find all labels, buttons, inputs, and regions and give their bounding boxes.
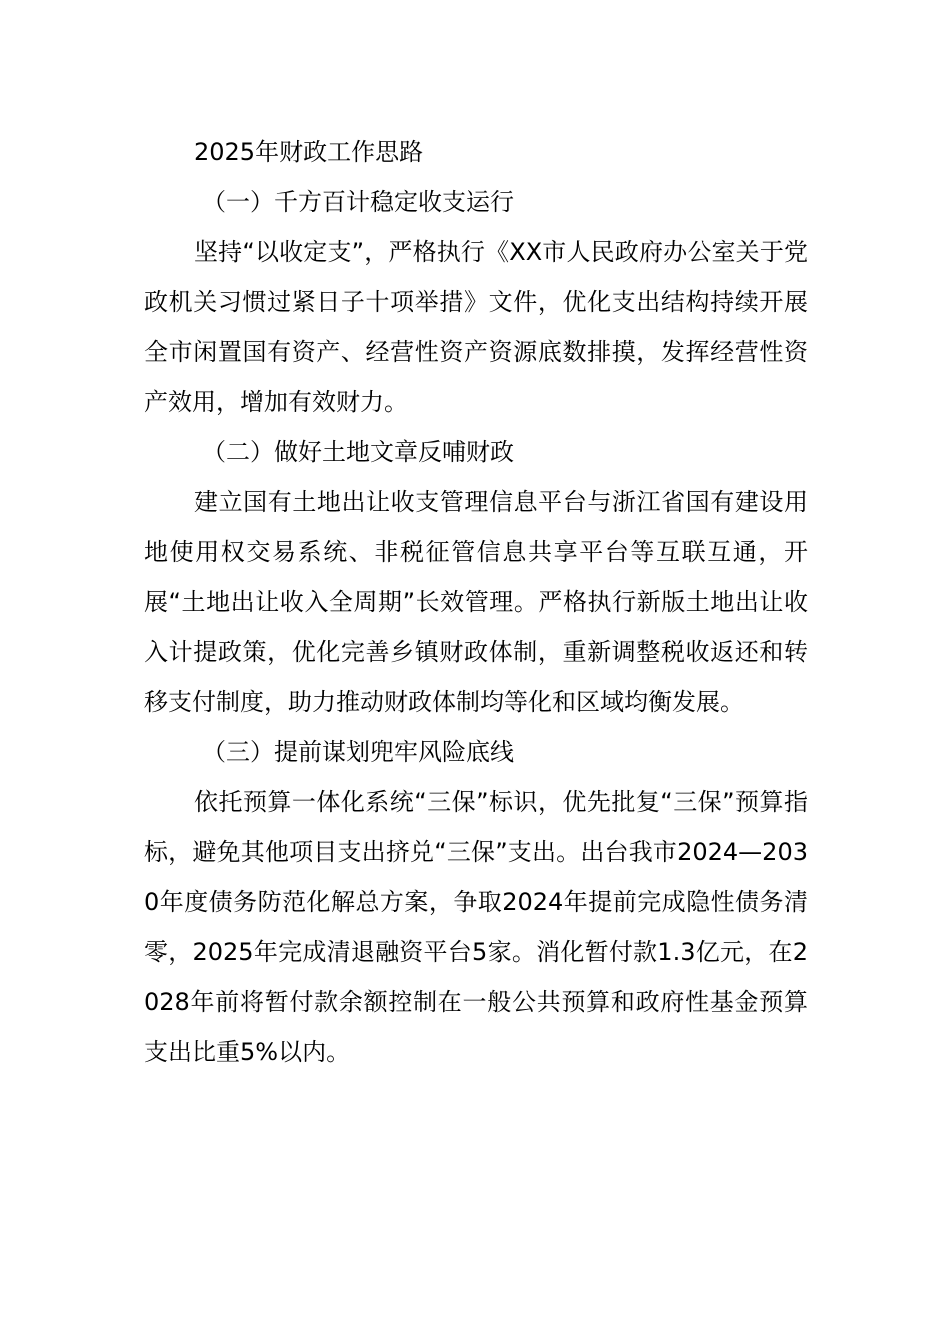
section-heading-3: （三）提前谋划兜牢风险底线 xyxy=(202,738,514,766)
section-heading-2: （二）做好土地文章反哺财政 xyxy=(202,438,514,466)
section-paragraph-2: 建立国有土地出让收支管理信息平台与浙江省国有建设用地使用权交易系统、非税征管信息共享平台等互联互通，开展“土地出让收入全周期”长效管理。严格执行新版土地出让收入计提政策，优化完善乡镇财政体制，重新调整税收返还和转移支付制度，助力推动财政体制均等化和区域均衡发展。 xyxy=(144,488,808,716)
document-title: 2025年财政工作思路 xyxy=(194,138,424,166)
section-paragraph-1: 坚持“以收定支”，严格执行《XX市人民政府办公室关于党政机关习惯过紧日子十项举措》文件，优化支出结构持续开展全市闲置国有资产、经营性资产资源底数排摸，发挥经营性资产效用，增加有效财力。 xyxy=(144,238,808,416)
section-paragraph-3: 依托预算一体化系统“三保”标识，优先批复“三保”预算指标，避免其他项目支出挤兑“三保”支出。出台我市2024—2030年度债务防范化解总方案，争取2024年提前完成隐性债务清零，2025年完成清退融资平台5家。消化暂付款1.3亿元，在2028年前将暂付款余额控制在一般公共预算和政府性基金预算支出比重5%以内。 xyxy=(144,788,808,1066)
section-heading-1: （一）千方百计稳定收支运行 xyxy=(202,188,514,216)
document-body xyxy=(144,127,808,1077)
